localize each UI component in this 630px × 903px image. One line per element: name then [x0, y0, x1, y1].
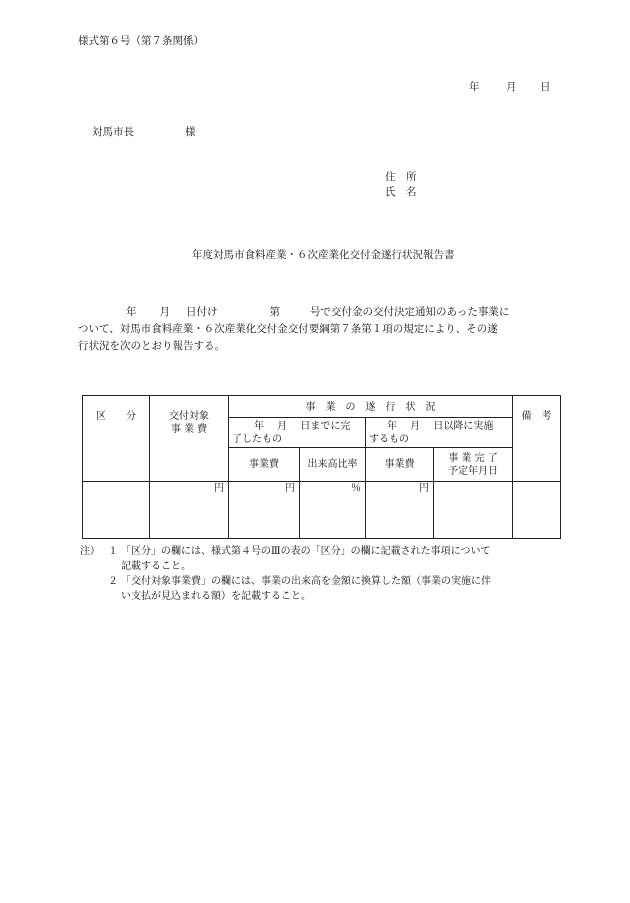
cell-category[interactable] [83, 482, 150, 539]
body-line2: ついて、対馬市食料産業・６次産業化交付金交付要綱第７条第１項の規定により、その遂 [78, 323, 498, 335]
form-number: 様式第６号（第７条関係） [78, 35, 204, 47]
header-planned-after [366, 418, 513, 448]
cell-eligible-cost[interactable] [150, 482, 229, 539]
document-title: 年度対馬市食料産業・６次産業化交付金遂行状況報告書 [192, 249, 455, 261]
body-line1-rest: 号で交付金の交付決定通知のあった事業に [310, 306, 510, 318]
body-dated: 日付け [186, 306, 218, 318]
subheader-completion-date-line2: 予定年月日 [448, 465, 498, 477]
cell-remarks[interactable] [513, 482, 561, 539]
cell-cost-completed[interactable] [229, 482, 300, 539]
note-1-number: １ [108, 546, 118, 557]
note-2-line1: 「交付対象事業費」の欄には、事業の出来高を金額に換算した額（事業の実施に伴 [121, 576, 491, 587]
header-category: 区 分 [83, 396, 150, 482]
body-month: 月 [159, 306, 170, 318]
body-paragraph [78, 304, 554, 355]
header-eligible-cost [150, 396, 229, 482]
header-eligible-cost-line2: 事 業 費 [170, 424, 208, 435]
header-project-progress: 事 業 の 遂 行 状 況 [229, 396, 513, 418]
date-year-label: 年 [469, 81, 480, 93]
header-eligible-cost-line1: 交付対象 [169, 411, 209, 422]
header-planned-after-line1: 年 月 日以降に実施 [387, 421, 494, 432]
header-completed-by [229, 418, 366, 448]
address-label: 住 所 [385, 171, 417, 183]
progress-report-table [82, 395, 561, 539]
addressee-name: 対馬市長 [92, 126, 134, 138]
table-row [83, 482, 561, 539]
body-year: 年 [126, 306, 137, 318]
note-1-line1: 「区分」の欄には、様式第４号のⅢの表の「区分」の欄に記載された事項について [121, 546, 491, 557]
date-day-label: 日 [540, 81, 551, 93]
note-1-line2: 記載すること。 [121, 561, 191, 572]
cell-completion-date[interactable] [434, 482, 513, 539]
subheader-cost-planned: 事業費 [366, 448, 434, 482]
body-dai: 第 [269, 306, 280, 318]
subheader-completion-date-line1: 事 業 完 了 [448, 452, 498, 464]
addressee-honorific: 様 [185, 126, 196, 138]
note-2-line2: い支払が見込まれる額）を記載すること。 [121, 591, 311, 602]
name-label: 氏 名 [385, 186, 417, 198]
unit-yen: 円 [419, 483, 429, 494]
note-2-number: ２ [108, 576, 118, 587]
body-line3: 行状況を次のとおり報告する。 [78, 340, 225, 352]
unit-yen: 円 [214, 483, 224, 494]
header-completed-by-line2: 了したもの [232, 434, 282, 445]
header-remarks: 備 考 [513, 396, 561, 482]
header-planned-after-line2: するもの [369, 434, 409, 445]
subheader-progress-rate: 出来高比率 [300, 448, 366, 482]
date-month-label: 月 [506, 81, 517, 93]
cell-cost-planned[interactable] [366, 482, 434, 539]
unit-yen: 円 [285, 483, 295, 494]
subheader-cost-completed: 事業費 [229, 448, 300, 482]
subheader-completion-date [434, 448, 513, 482]
notes-prefix: 注） [80, 546, 100, 557]
cell-progress-rate[interactable] [300, 482, 366, 539]
header-completed-by-line1: 年 月 日までに完 [254, 421, 351, 432]
unit-percent: ％ [351, 483, 361, 494]
